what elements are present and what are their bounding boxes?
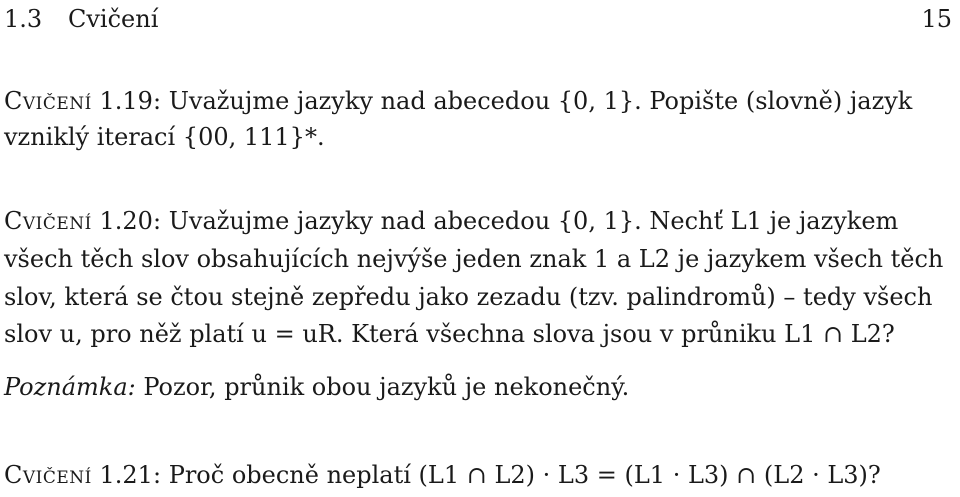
exercise-line bbox=[4, 319, 895, 349]
exercise-line bbox=[4, 244, 943, 274]
note-line bbox=[4, 372, 629, 402]
exercise-text: Uvažujme jazyky nad abecedou {0, 1}. Popište (slovně) jazyk bbox=[168, 87, 913, 115]
exercise-text: všech těch slov obsahujících nejvýše jeden znak 1 a L2 je jazykem všech těch bbox=[4, 245, 944, 273]
exercise-label: Cvičení bbox=[4, 87, 92, 115]
exercise-label: Cvičení bbox=[4, 461, 92, 489]
exercise-line bbox=[4, 86, 912, 116]
exercise-text: slov u, pro něž platí u = uR. Která všechna slova jsou v průniku L1 ∩ L2? bbox=[4, 320, 895, 348]
exercise-line bbox=[4, 206, 898, 236]
section-number: 1.3 bbox=[4, 5, 43, 33]
exercise-line bbox=[4, 122, 325, 152]
exercise-text: vzniklý iterací {00, 111}*. bbox=[4, 123, 325, 151]
page-number: 15 bbox=[921, 5, 952, 33]
exercise-line bbox=[4, 282, 932, 312]
exercise-line bbox=[4, 460, 881, 490]
exercise-number: 1.20: bbox=[99, 207, 162, 235]
exercise-label: Cvičení bbox=[4, 207, 92, 235]
exercise-text: Uvažujme jazyky nad abecedou {0, 1}. Nechť L1 je jazykem bbox=[168, 207, 899, 235]
section-title: Cvičení bbox=[68, 5, 159, 33]
exercise-text: Proč obecně neplatí (L1 ∩ L2) · L3 = (L1 · L3) ∩ (L2 · L3)? bbox=[168, 461, 881, 489]
note-label: Poznámka: bbox=[4, 373, 136, 401]
exercise-number: 1.19: bbox=[99, 87, 162, 115]
note-text: Pozor, průnik obou jazyků je nekonečný. bbox=[143, 373, 630, 401]
exercise-text: slov, která se čtou stejně zepředu jako zezadu (tzv. palindromů) – tedy všech bbox=[4, 283, 933, 311]
exercise-number: 1.21: bbox=[99, 461, 162, 489]
